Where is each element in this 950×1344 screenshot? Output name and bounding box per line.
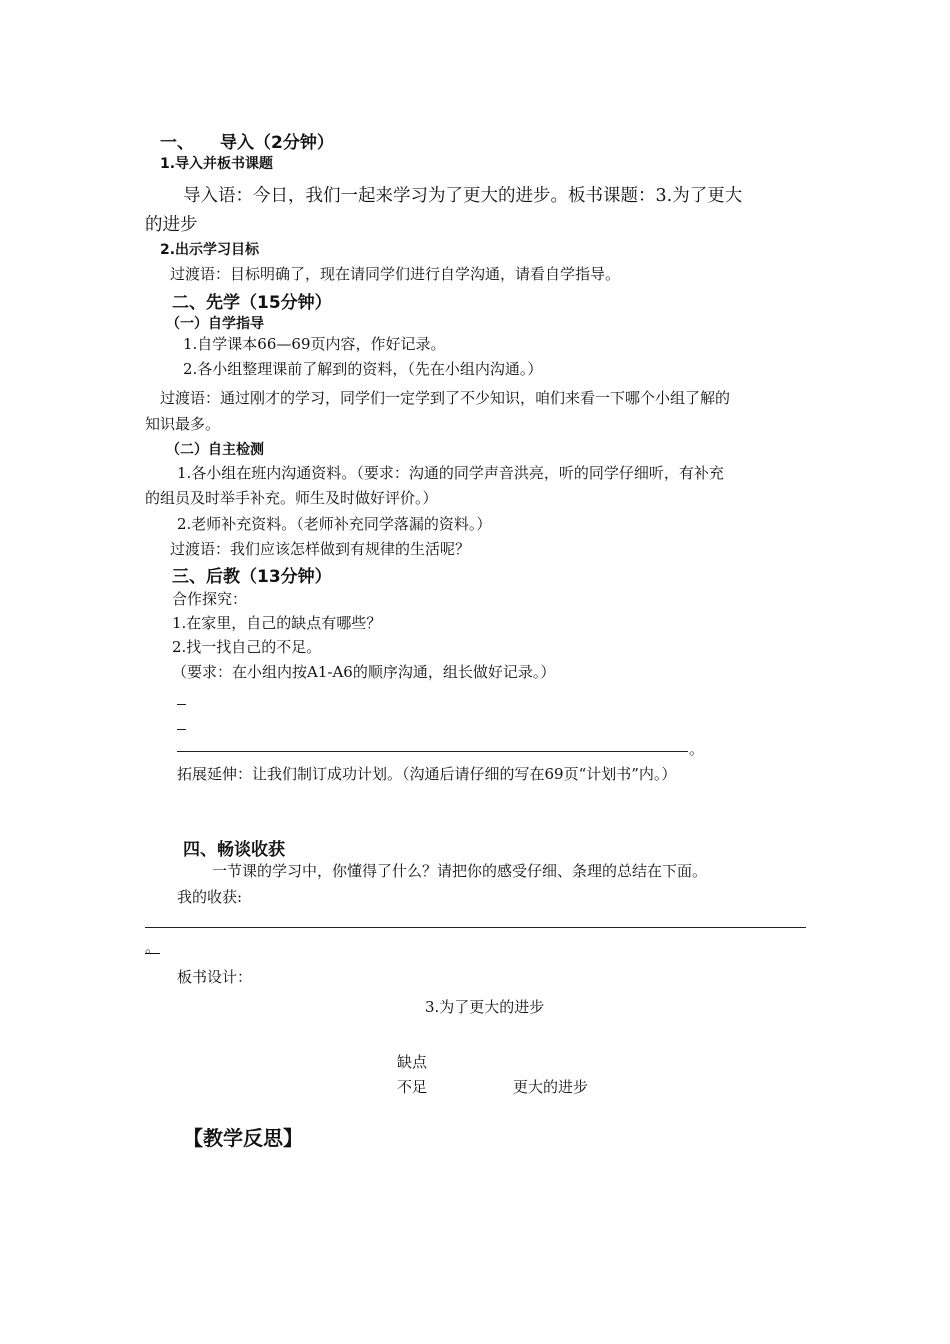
- board-title: 3.为了更大的进步: [425, 998, 545, 1016]
- guide-item-2: 2.各小组整理课前了解到的资料，（先在小组内沟通。）: [183, 360, 543, 378]
- check-item-1-line-1: 1.各小组在班内沟通资料。（要求：沟通的同学声音洪亮，听的同学仔细听，有补充: [177, 464, 724, 482]
- requirement-note: （要求：在小组内按A1-A6的顺序沟通，组长做好记录。）: [172, 663, 556, 681]
- question-2: 2.找一找自己的不足。: [172, 638, 322, 656]
- self-study-guide-title: （一）自学指导: [166, 316, 264, 332]
- transition-3: 过渡语：我们应该怎样做到有规律的生活呢？: [170, 540, 471, 558]
- teaching-reflection-heading: 【教学反思】: [183, 1126, 303, 1150]
- intro-line-1: 导入语：今日，我们一起来学习为了更大的进步。板书课题：3.为了更大: [183, 186, 743, 206]
- guide-item-1: 1.自学课本66—69页内容，作好记录。: [183, 335, 446, 353]
- blank-mark-1: [177, 704, 186, 705]
- board-right-item: 更大的进步: [513, 1078, 589, 1096]
- my-harvest-label: 我的收获:: [177, 888, 243, 906]
- blank-mark-2: [177, 729, 186, 730]
- section3-heading: 三、后教（13分钟）: [172, 567, 332, 587]
- section1-heading: 导入（2分钟）: [220, 133, 334, 153]
- extension-text: 拓展延伸：让我们制订成功计划。（沟通后请仔细的写在69页“计划书”内。）: [177, 765, 677, 783]
- transition-2-line-1: 过渡语：通过刚才的学习，同学们一定学到了不少知识，咱们来看一下哪个小组了解的: [160, 389, 731, 407]
- check-item-2: 2.老师补充资料。（老师补充同学落漏的资料。）: [177, 515, 492, 533]
- question-1: 1.在家里，自己的缺点有哪些？: [172, 614, 382, 632]
- answer-line: [177, 751, 688, 752]
- harvest-line: [145, 927, 806, 928]
- section1-heading-number: 一、: [160, 133, 194, 153]
- check-item-1-line-2: 的组员及时举手补充。师生及时做好评价。）: [145, 489, 438, 507]
- transition-2-line-2: 知识最多。: [145, 415, 221, 433]
- answer-end-mark: 。: [689, 740, 705, 758]
- section1-sub2: 2.出示学习目标: [160, 242, 260, 258]
- board-left-item-1: 缺点: [397, 1053, 428, 1071]
- intro-line-2: 的进步: [145, 215, 198, 235]
- board-left-item-2: 不足: [397, 1078, 428, 1096]
- section1-sub1: 1.导入并板书课题: [160, 156, 274, 172]
- transition-1: 过渡语：目标明确了，现在请同学们进行自学沟通，请看自学指导。: [170, 265, 621, 283]
- harvest-prompt: 一节课的学习中，你懂得了什么？请把你的感受仔细、条理的总结在下面。: [212, 862, 708, 880]
- section2-heading: 二、先学（15分钟）: [172, 293, 332, 313]
- self-check-title: （二）自主检测: [166, 442, 264, 458]
- section4-heading: 四、畅谈收获: [183, 840, 285, 860]
- board-design-label: 板书设计：: [177, 968, 253, 986]
- harvest-end-mark: 。: [145, 938, 161, 956]
- coop-label: 合作探究：: [172, 590, 248, 608]
